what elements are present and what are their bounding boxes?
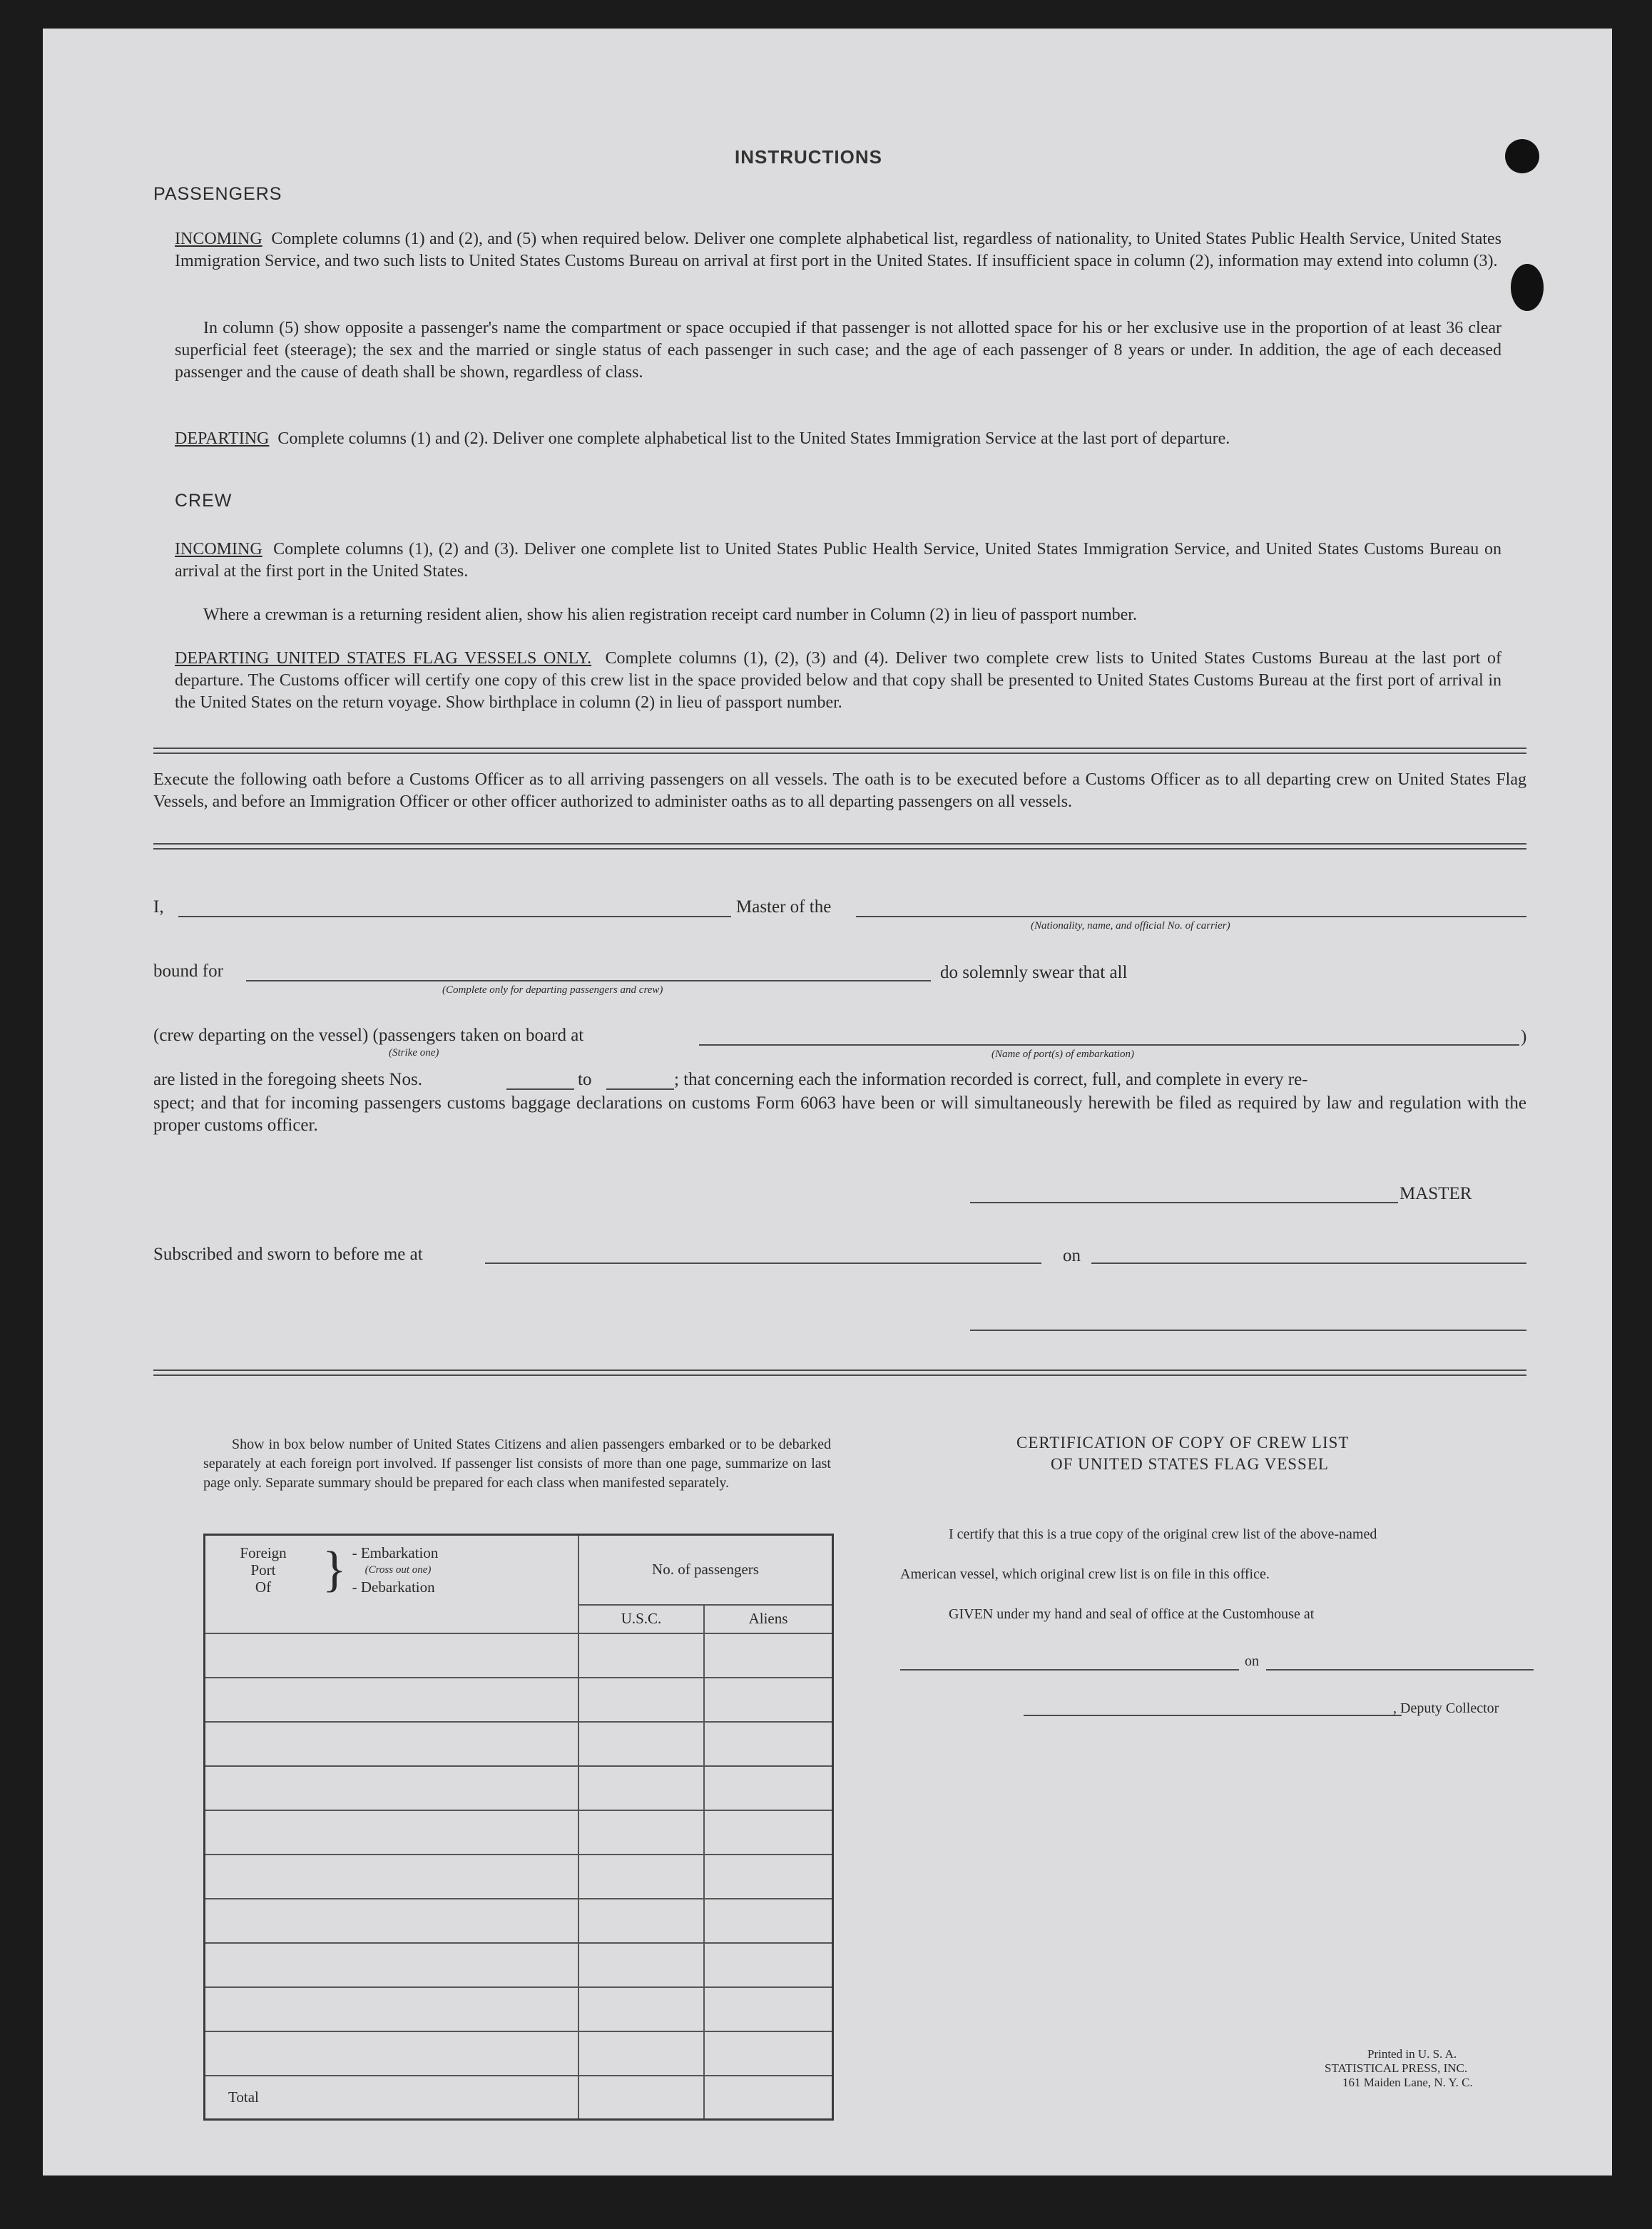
crew-departing-block xyxy=(175,648,1501,714)
crew-passengers-label: (crew departing on the vessel) (passengers taken on board at xyxy=(153,1026,584,1045)
ports-note: (Name of port(s) of embarkation) xyxy=(991,1049,1134,1060)
ink-blot xyxy=(1511,264,1544,311)
ink-blot xyxy=(1505,139,1539,173)
certification-title-2: OF UNITED STATES FLAG VESSEL xyxy=(1051,1455,1329,1473)
crew-departing-label: DEPARTING UNITED STATES FLAG VESSELS ONLY. xyxy=(175,649,592,668)
certification-line-3: GIVEN under my hand and seal of office at the Customhouse at xyxy=(949,1606,1315,1622)
table-row xyxy=(205,1855,833,1899)
oath-intro: Execute the following oath before a Customs Officer as to all arriving passengers on all vessels. The oath is to be executed before a Customs Officer as to all departing crew on United States Flag Vessels, and before an Immigration Officer or other officer authorized to administer oaths as to all departing passengers on all vessels. xyxy=(153,770,1526,811)
master-of-the-label: Master of the xyxy=(736,897,832,917)
column5-text: In column (5) show opposite a passenger's name the compartment or space occupied if that passenger is not allotted space for his or her exclusive use in the proportion of at least 36 clear superficial feet (steerage); the sex and the married or single status of each passenger in such case; and the age of each passenger of 8 years or under. In addition, the age of each deceased passenger and the cause of death shall be shown, regardless of class. xyxy=(175,319,1501,382)
strike-one-note: (Strike one) xyxy=(389,1047,439,1059)
total-label: Total xyxy=(205,2076,579,2120)
printer-line-3: 161 Maiden Lane, N. Y. C. xyxy=(1342,2076,1473,2089)
table-row xyxy=(205,1722,833,1766)
deputy-collector-signature-field[interactable] xyxy=(1024,1715,1402,1716)
certification-line-2: American vessel, which original crew list is on file in this office. xyxy=(900,1566,1270,1582)
certification-title-1: CERTIFICATION OF COPY OF CREW LIST xyxy=(1016,1434,1350,1452)
divider xyxy=(153,748,1526,754)
sheet-to-field[interactable] xyxy=(606,1088,674,1090)
table-row xyxy=(205,1766,833,1810)
carrier-field[interactable] xyxy=(856,916,1526,917)
divider xyxy=(153,1369,1526,1376)
listed-to-label: to xyxy=(578,1070,592,1089)
summary-instruction: Show in box below number of United States Citizens and alien passengers embarked or to be debarked separately at each foreign port involved. If passenger list consists of more than one page, summarize on last page only. Separate summary should be prepared for each class when manifested separately. xyxy=(203,1437,831,1491)
master-signature-field[interactable] xyxy=(970,1202,1398,1203)
crew-incoming-text: Complete columns (1), (2) and (3). Deliver one complete list to United States Public Health Service, United States Immigration Service, and United States Customs Bureau on arrival at the first port in the United States. xyxy=(175,540,1502,581)
incoming-label: INCOMING xyxy=(175,230,262,248)
complete-only-note: (Complete only for departing passengers and crew) xyxy=(442,984,663,996)
no-of-passengers-header: No. of passengers xyxy=(578,1535,833,1605)
carrier-note: (Nationality, name, and official No. of carrier) xyxy=(1031,920,1230,932)
master-label: MASTER xyxy=(1399,1184,1472,1203)
subscribed-label: Subscribed and sworn to before me at xyxy=(153,1245,423,1264)
sworn-place-field[interactable] xyxy=(485,1263,1041,1264)
oath-intro-block xyxy=(153,769,1526,813)
crew-incoming-label: INCOMING xyxy=(175,540,262,558)
usc-header: U.S.C. xyxy=(578,1605,704,1633)
table-row xyxy=(205,1943,833,1987)
instructions-title: INSTRUCTIONS xyxy=(735,146,882,168)
table-row xyxy=(205,1810,833,1855)
oath-i-label: I, xyxy=(153,897,164,917)
embarkation-ports-field[interactable] xyxy=(699,1044,1519,1046)
column5-block xyxy=(175,317,1501,384)
sworn-date-field[interactable] xyxy=(1091,1263,1526,1264)
total-row xyxy=(205,2076,833,2120)
listed-label: are listed in the foregoing sheets Nos. xyxy=(153,1070,422,1089)
certification-line-1: I certify that this is a true copy of the original crew list of the above-named xyxy=(949,1526,1377,1542)
crew-incoming-block xyxy=(175,539,1501,583)
listed-block xyxy=(153,1092,1526,1136)
table-row xyxy=(205,1987,833,2031)
departing-label: DEPARTING xyxy=(175,429,270,448)
close-paren: ) xyxy=(1521,1027,1527,1046)
aliens-header: Aliens xyxy=(704,1605,833,1633)
table-row xyxy=(205,1633,833,1678)
summary-instruction-block xyxy=(203,1435,831,1493)
embark-debark: - Embarkation (Cross out one) - Debarkation xyxy=(352,1544,439,1596)
certification-date-field[interactable] xyxy=(1266,1669,1534,1671)
crew-resident-text: Where a crewman is a returning resident alien, show his alien registration receipt card number in Column (2) in lieu of passport number. xyxy=(203,606,1137,624)
listed-text: spect; and that for incoming passengers customs baggage declarations on customs Form 6063 have been or will simultaneously herewith be filed as required by law and regulation with the proper customs officer. xyxy=(153,1093,1526,1135)
officer-signature-field[interactable] xyxy=(970,1330,1526,1331)
passengers-departing-text: Complete columns (1) and (2). Deliver one complete alphabetical list to the United States Immigration Service at the last port of departure. xyxy=(277,429,1230,448)
brace: } xyxy=(322,1542,347,1597)
table-row xyxy=(205,2031,833,2076)
on-label: on xyxy=(1063,1246,1081,1265)
crew-departing-text: Complete columns (1), (2), (3) and (4). Deliver two complete crew lists to United States Customs Bureau at the last port of departure. The Customs officer will certify one copy of this crew list in the space provided below and that copy shall be presented to United States Customs Bureau at the first port of arrival in the United States on the return voyage. Show birthplace in column (2) in lieu of passport number. xyxy=(175,649,1502,712)
swear-label: do solemnly swear that all xyxy=(940,963,1128,982)
passengers-heading: PASSENGERS xyxy=(153,184,282,204)
passengers-departing-block xyxy=(175,428,1501,450)
passenger-summary-table xyxy=(203,1534,834,2121)
divider xyxy=(153,843,1526,850)
table-row xyxy=(205,1678,833,1722)
sheet-from-field[interactable] xyxy=(506,1088,574,1090)
form-page xyxy=(43,29,1612,2176)
deputy-collector-label: , Deputy Collector xyxy=(1393,1700,1499,1716)
foreign-port-of: Foreign Port Of xyxy=(240,1544,287,1596)
listed-continue: ; that concerning each the information recorded is correct, full, and complete in every re- xyxy=(674,1070,1308,1089)
crew-heading: CREW xyxy=(175,491,233,511)
crew-resident-block xyxy=(175,604,1501,626)
port-header-cell xyxy=(205,1535,579,1633)
bound-for-field[interactable] xyxy=(246,980,931,981)
passengers-incoming-text: Complete columns (1) and (2), and (5) when required below. Deliver one complete alphabetical list, regardless of nationality, to United States Public Health Service, United States Immigration Service, and two such lists to United States Customs Bureau on arrival at first port in the United States. If insufficient space in column (2), information may extend into column (3). xyxy=(175,230,1502,270)
table-row xyxy=(205,1899,833,1943)
printer-line-2: STATISTICAL PRESS, INC. xyxy=(1325,2061,1468,2075)
master-name-field[interactable] xyxy=(178,916,731,917)
customhouse-field[interactable] xyxy=(900,1669,1239,1671)
certification-on: on xyxy=(1245,1653,1259,1669)
bound-for-label: bound for xyxy=(153,962,223,981)
printer-line-1: Printed in U. S. A. xyxy=(1367,2047,1457,2061)
passengers-incoming-block xyxy=(175,228,1501,272)
